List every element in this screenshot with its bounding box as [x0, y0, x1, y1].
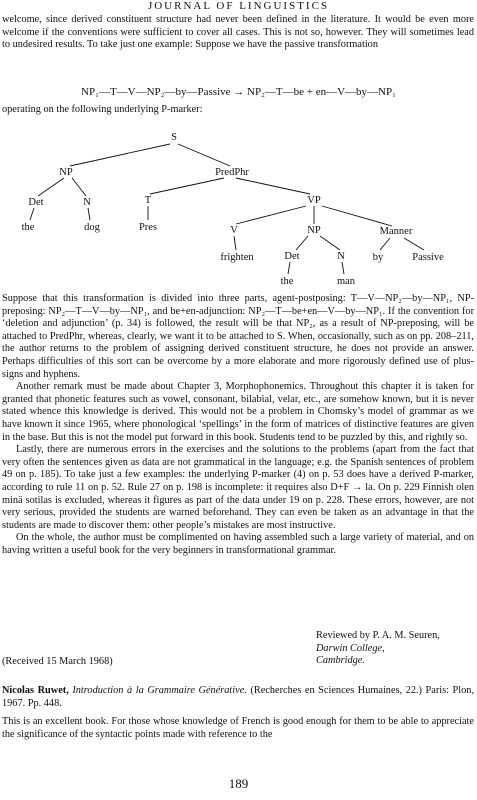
reviewer-name: Reviewed by P. A. M. Seuren, [316, 630, 440, 641]
edge-predphr-vp [236, 178, 310, 194]
paragraph-errors: Lastly, there are numerous errors in the exercises and the solutions to the problems (apart from the fact that very often the sentences given as data are not grammatical in the language; e.g. the Spanish sentences of problem 49 on p. 185). To take just a few examples: the underlying P-marker (4) on p. 53 does have a derived P-marker, according to rule 11 on p. 52. Rule 27 on p. 198 is incomplete: it requires also D+F → la. On p. 229 Finnish olen minä sotilas is excluded, whereas it figures as part of the data under 19 on p. 228. These errors, however, are not very serious, provided the students are warned beforehand. They can even be taken as an advantage in that the students are made to discover them: other people’s mistakes are most instructive. [2, 444, 474, 531]
leaf-the: the [21, 222, 35, 233]
next-review-details: (Recherches en Sciences Humaines, 22.) Paris: Plon, 1967. Pp. 448. [2, 685, 475, 709]
leaf-man: man [336, 276, 356, 287]
paragraph-morphophonemics: Another remark must be made about Chapter 3, Morphophonemics. Throughout this chapter it is taken for granted that phonetic features such as vowel, consonant, bilabial, velar, etc., are somehow known, but it is never stated whence this knowledge is derived. This would not be a problem in Chomsky’s model of grammar as we have known it since 1965, where phonological ‘spellings’ in the form of matrices of distinctive features are given in the base. But this is not the model put forward in this book. Students tend to be puzzled by this, and rightly so. [2, 381, 474, 443]
operating-text: operating on the following underlying P-marker: [2, 104, 203, 115]
node-n-object: N [337, 251, 345, 262]
passive-transformation-rule: NP₁—T—V—NP₂—by—Passive → NP₂—T—be + en—V—by—NP₁ [81, 86, 396, 98]
paragraph-intro-text: welcome, since derived constituent structure had never been defined in the literature. It would be even more welcome if the conventions were sufficient to cover all cases. This is not so, however. They will sometimes lead to undesired results. To take just one example: Suppose we have the passive transformation [2, 14, 474, 51]
running-head: JOURNAL OF LINGUISTICS [147, 0, 330, 12]
edge-np-det [38, 178, 64, 196]
paragraph-transformation-parts: Suppose that this transformation is divided into three parts, agent-postposing: T—V—NP₂—by—NP₁, NP-preposing: NP₂—T—V—by—NP₁, and be+en-adjunction: NP₂—T—be+en—V—by—NP₁. If the convention for ‘deletion and adjunction’ (p. 34) is followed, the result will be that NP₂, as a result of NP-preposing, will be attached to PredPhr, whereas, clearly, we want it to be attached to S. When, occasionally, such as on pp. 208–211, the author returns to the problem of assigning derived constituent structure, he does not provide an answer. Perhaps difficulties of this sort can be overcome by a more elaborate and more rigorously defined use of plus-signs and hyphens. [2, 293, 474, 380]
node-det: Det [28, 197, 44, 208]
edge-n-dog [88, 208, 90, 220]
node-manner: Manner [379, 226, 413, 237]
node-predphr: PredPhr [215, 167, 249, 178]
reviewer-college: Darwin College, [316, 642, 385, 654]
operating-line [2, 104, 474, 117]
node-np-object: NP [307, 225, 321, 236]
paragraph-conclusion: On the whole, the author must be complimented on having assembled such a large variety of material, and on having written a useful book for the very beginners in transformational grammar. [2, 532, 474, 556]
leaf-dog: dog [84, 222, 100, 233]
page-number: 189 [228, 776, 249, 791]
leaf-the-object: the [280, 276, 294, 287]
edge-s-np [70, 144, 170, 166]
next-review-author: Nicolas Ruwet, [2, 685, 69, 696]
edge-v-frighten [234, 236, 236, 250]
received-date: (Received 15 March 1968) [2, 656, 113, 667]
edge-vp-manner [322, 206, 392, 226]
next-review-heading [2, 684, 474, 710]
edge-det2-the [288, 262, 290, 274]
leaf-frighten: frighten [220, 252, 254, 263]
edge-s-predphr [178, 144, 230, 166]
edge-np-det2 [296, 236, 308, 250]
node-t: T [144, 195, 152, 206]
leaf-pres: Pres [138, 222, 158, 233]
edge-np-n2 [320, 236, 340, 250]
leaf-by: by [372, 252, 384, 263]
node-np: NP [59, 167, 73, 178]
next-review [2, 684, 474, 741]
body-text [2, 293, 474, 557]
edge-np-n [72, 178, 86, 196]
edge-vp-v [236, 206, 306, 224]
reviewer-signature [316, 630, 440, 668]
leaf-passive: Passive [412, 252, 444, 263]
node-det-object: Det [284, 251, 300, 262]
node-v: V [230, 225, 238, 236]
next-review-title: Introduction à la Grammaire Générative. [72, 685, 247, 696]
edge-manner-by [380, 238, 390, 250]
node-s: S [171, 132, 177, 143]
p-marker-tree-diagram [0, 128, 477, 288]
edge-predphr-t [150, 178, 224, 194]
node-n: N [83, 197, 91, 208]
edge-n2-man [342, 262, 344, 274]
paragraph-intro [2, 14, 474, 52]
reviewer-city: Cambridge. [316, 655, 365, 667]
edge-manner-passive [404, 238, 424, 250]
node-vp: VP [307, 195, 321, 206]
edge-det-the [30, 208, 34, 220]
next-review-opening: This is an excellent book. For those whose knowledge of French is good enough for them to be able to appreciate the significance of the syntactic points made with reference to the [2, 716, 474, 740]
